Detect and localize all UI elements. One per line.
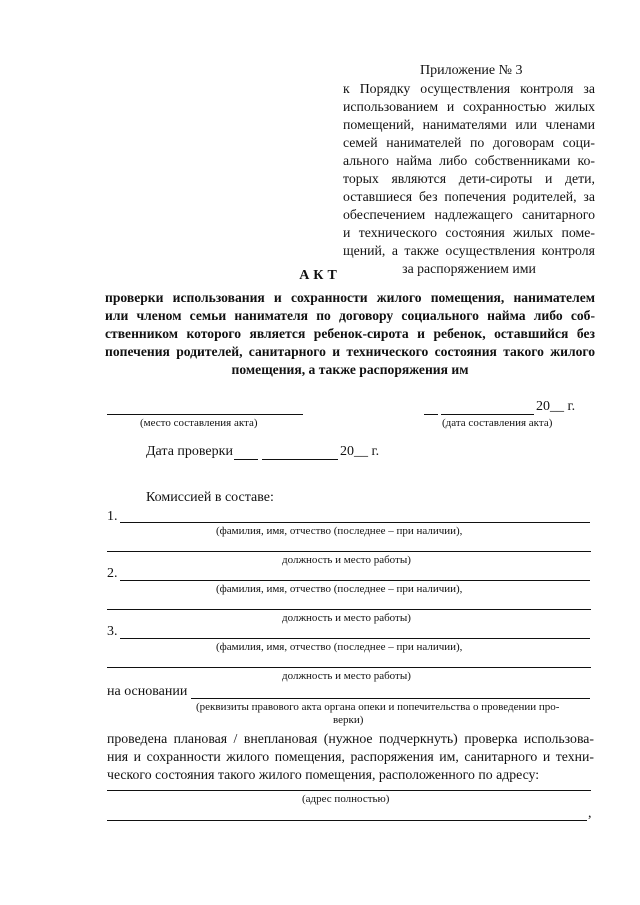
- trailing-comma: ,: [588, 806, 592, 821]
- member-name-caption: (фамилия, имя, отчество (последнее – при наличии),: [216, 583, 463, 595]
- member-number: 1.: [107, 509, 118, 524]
- check-month-field-line[interactable]: [262, 459, 338, 460]
- basis-label: на основании: [107, 684, 188, 699]
- appendix-line: к Порядку осуществления контроля за: [343, 81, 595, 96]
- member-name-field-line[interactable]: [120, 638, 590, 639]
- appendix-line: щений, а также осуществления контроля: [343, 243, 595, 258]
- commission-label: Комиссией в составе:: [146, 490, 274, 505]
- act-title: АКТ: [299, 268, 341, 283]
- place-caption: (место составления акта): [140, 417, 258, 429]
- member-name-field-line[interactable]: [120, 522, 590, 523]
- basis-caption-continuation: верки): [333, 714, 364, 726]
- member-number: 3.: [107, 624, 118, 639]
- subtitle-line: попечения родителей, санитарного и технического состояния такого жилого: [105, 344, 595, 359]
- check-date-year: 20__ г.: [340, 444, 380, 459]
- member-name-field-line[interactable]: [120, 580, 590, 581]
- body-line: ния и сохранности жилого помещения, распоряжения им, санитарного и техни-: [107, 749, 594, 764]
- member-job-field-line[interactable]: [107, 667, 591, 668]
- member-name-caption: (фамилия, имя, отчество (последнее – при наличии),: [216, 525, 463, 537]
- act-day-field-line[interactable]: [424, 414, 438, 415]
- subtitle-line: ственником которого является ребенок-сирота и ребенок, оставшийся без: [105, 326, 595, 341]
- basis-caption: (реквизиты правового акта органа опеки и попечительства о проведении про-: [196, 701, 560, 713]
- member-job-field-line[interactable]: [107, 609, 591, 610]
- subtitle-line: помещения, а также распоряжения им: [231, 362, 469, 377]
- act-month-field-line[interactable]: [441, 414, 534, 415]
- subtitle-line: или членом семьи нанимателя по договору социального найма либо соб-: [105, 308, 595, 323]
- address-caption: (адрес полностью): [302, 793, 390, 805]
- basis-field-line[interactable]: [191, 698, 590, 699]
- member-name-caption: (фамилия, имя, отчество (последнее – при наличии),: [216, 641, 463, 653]
- appendix-line: ального найма либо собственниками ко-: [343, 153, 595, 168]
- appendix-line: помещений, нанимателями или членами: [343, 117, 595, 132]
- appendix-line: и технического состояния жилых поме-: [343, 225, 595, 240]
- body-line: ческого состояния такого жилого помещения, расположенного по адресу:: [107, 767, 540, 782]
- place-field-line[interactable]: [107, 414, 303, 415]
- check-date-label: Дата проверки: [146, 444, 233, 459]
- appendix-line: обеспечением надлежащего санитарного: [343, 207, 595, 222]
- address-continuation-field-line[interactable]: [107, 820, 587, 821]
- appendix-line: торых являются дети-сироты и дети,: [343, 171, 595, 186]
- appendix-line: за распоряжением ими: [402, 261, 536, 276]
- check-day-field-line[interactable]: [234, 459, 258, 460]
- member-job-caption: должность и место работы): [282, 670, 411, 682]
- appendix-title: Приложение № 3: [420, 63, 523, 78]
- appendix-line: семей нанимателей по договорам соци-: [343, 135, 595, 150]
- act-date-year: 20__ г.: [536, 399, 576, 414]
- act-date-caption: (дата составления акта): [442, 417, 553, 429]
- address-field-line[interactable]: [107, 790, 591, 791]
- member-number: 2.: [107, 566, 118, 581]
- member-job-field-line[interactable]: [107, 551, 591, 552]
- body-line: проведена плановая / внеплановая (нужное подчеркнуть) проверка использова-: [107, 731, 594, 746]
- subtitle-line: проверки использования и сохранности жилого помещения, нанимателем: [105, 290, 595, 305]
- member-job-caption: должность и место работы): [282, 554, 411, 566]
- appendix-line: оставшиеся без попечения родителей, за: [343, 189, 595, 204]
- member-job-caption: должность и место работы): [282, 612, 411, 624]
- appendix-line: использованием и сохранностью жилых: [343, 99, 595, 114]
